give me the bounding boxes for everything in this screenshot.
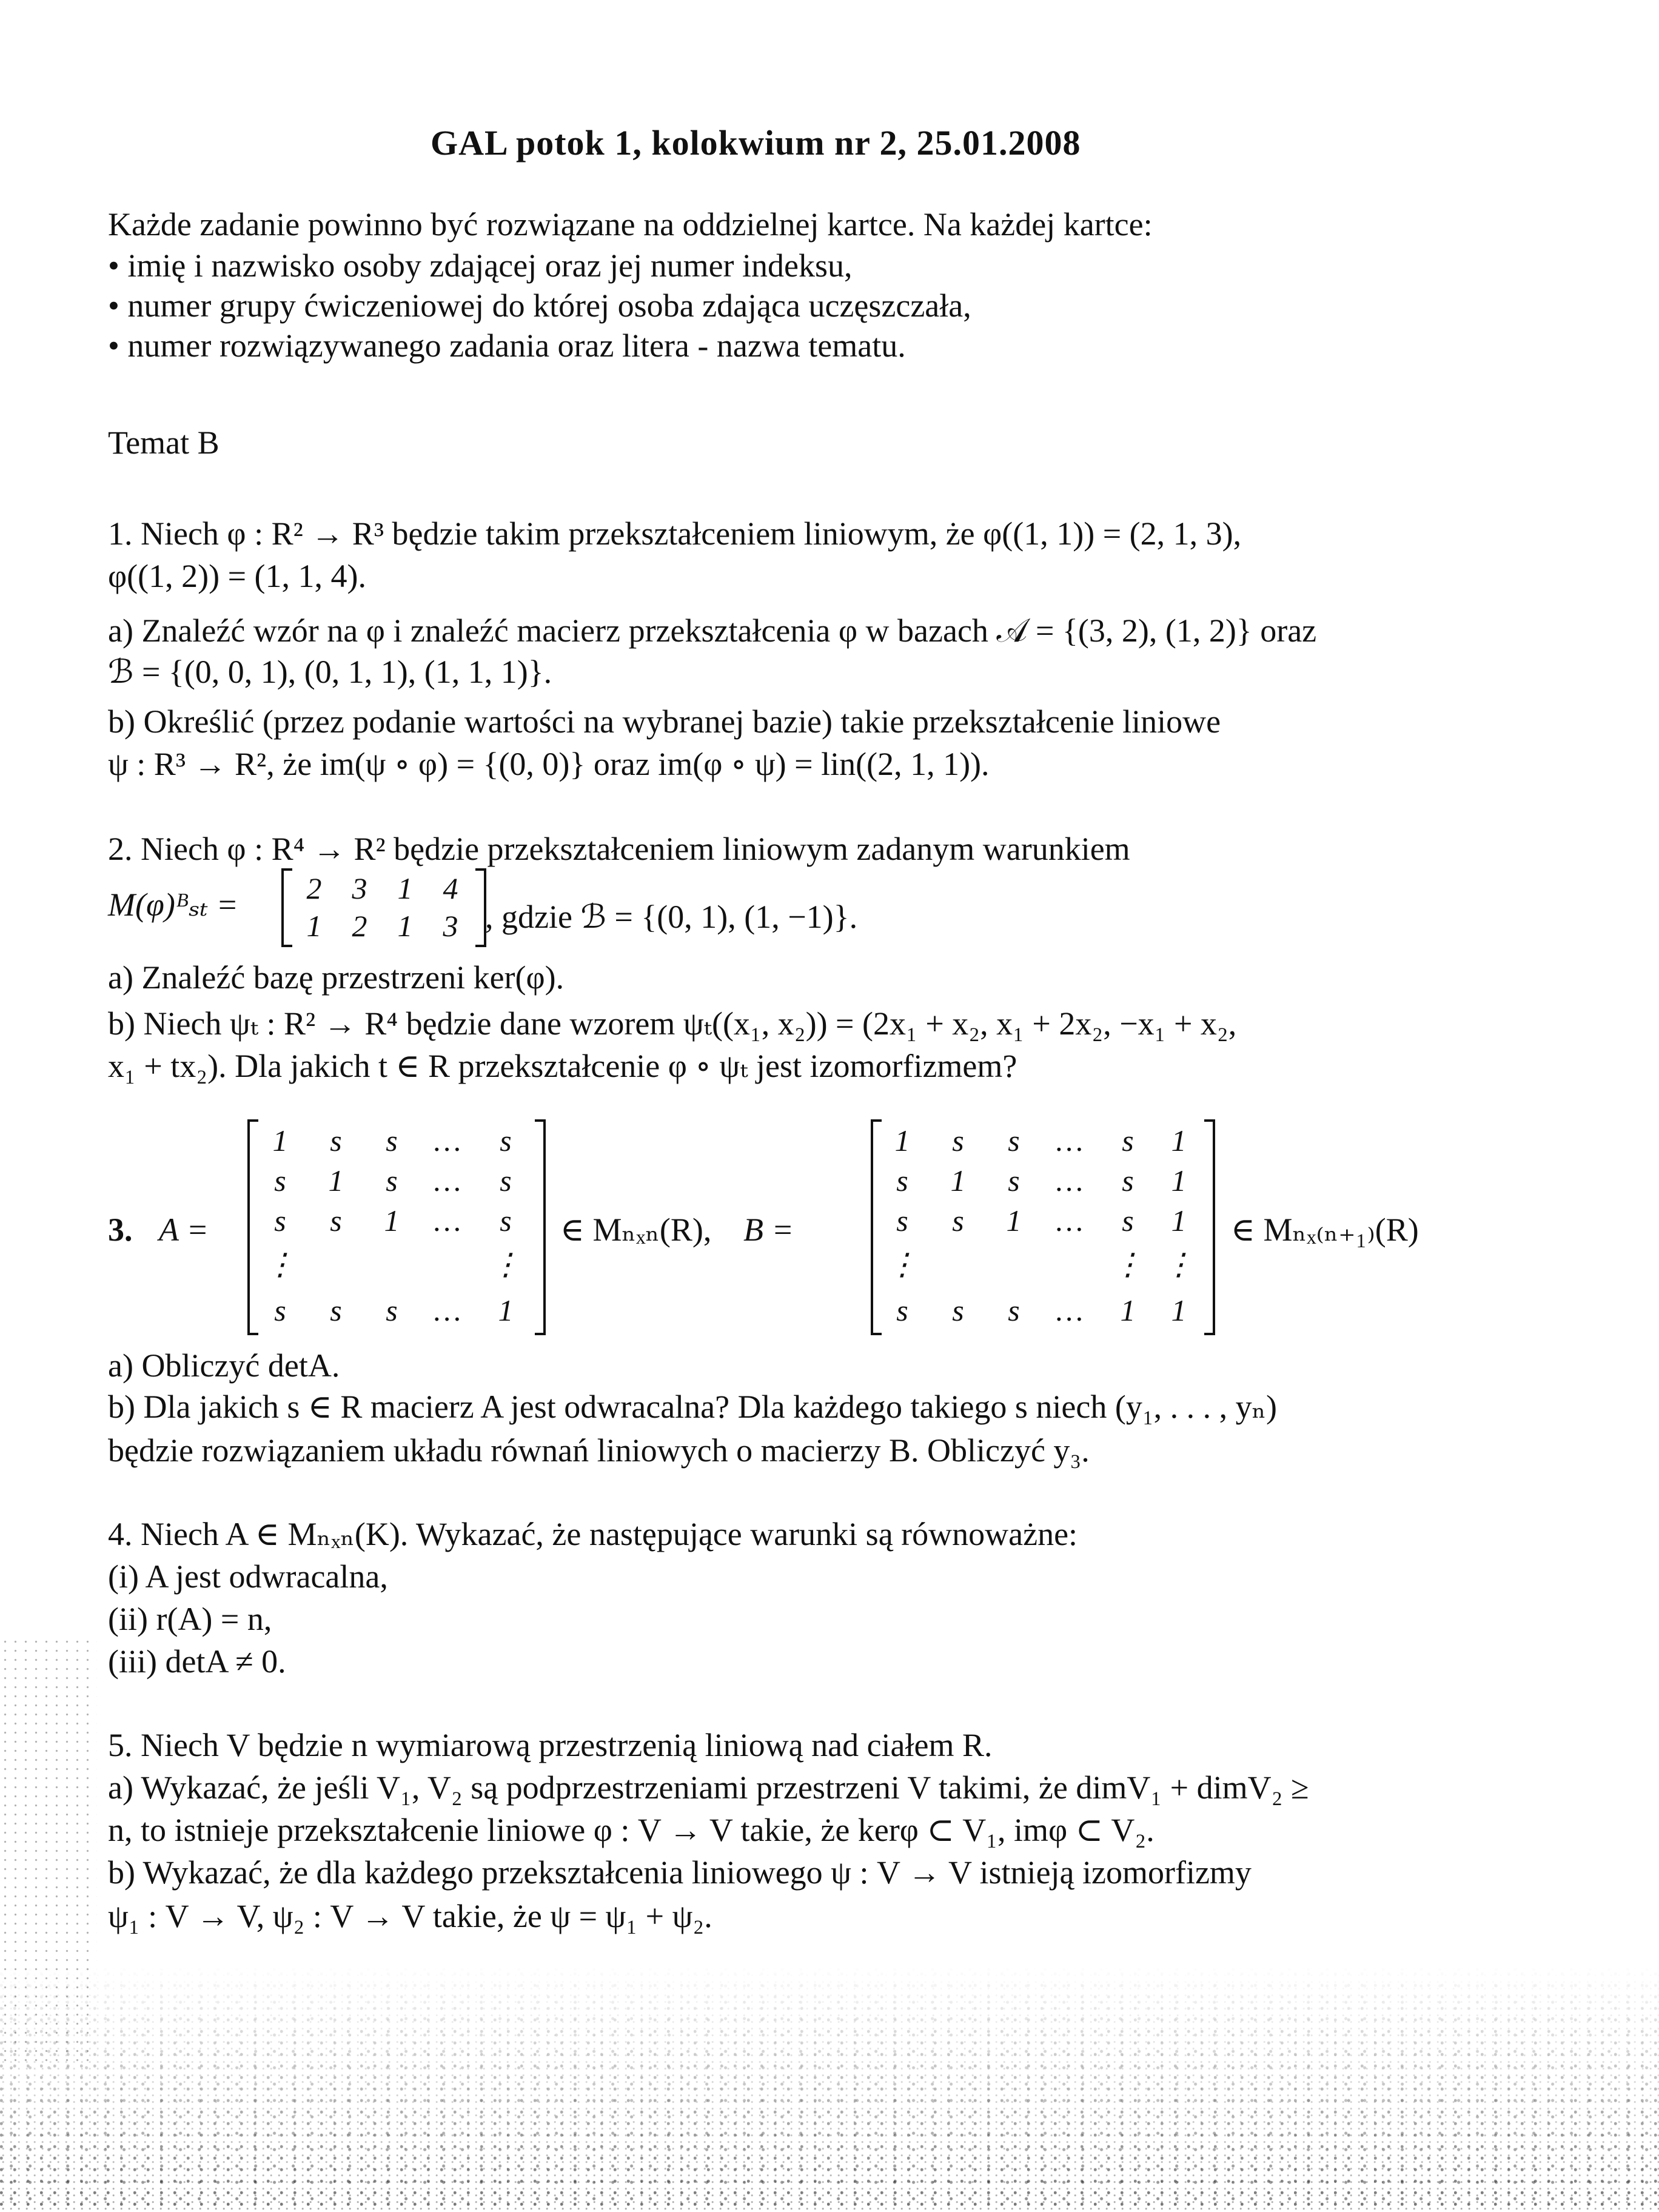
matrix-cell: 1 xyxy=(950,1164,966,1198)
matrix-row xyxy=(873,1203,1213,1239)
matrix-cell: 2 xyxy=(306,871,322,905)
problem-3-b-label: B = xyxy=(743,1212,794,1248)
problem-1-line-1: 1. Niech φ : R² → R³ będzie takim przekształceniem liniowym, że φ((1, 1)) = (2, 1, 3), xyxy=(108,515,1242,552)
matrix-cell: s xyxy=(1122,1164,1134,1198)
matrix-cell: 3 xyxy=(352,871,367,905)
matrix-cell: 1 xyxy=(272,1124,288,1158)
matrix-cell: s xyxy=(330,1293,342,1327)
problem-1-line-6: ψ : R³ → R², że im(ψ ∘ φ) = {(0, 0)} oraz im(φ ∘ ψ) = lin((2, 1, 1)). xyxy=(108,746,990,782)
topic-label: Temat B xyxy=(108,424,220,461)
instruction-bullet-3: • numer rozwiązywanego zadania oraz litera - nazwa tematu. xyxy=(108,327,906,364)
matrix-cell: … xyxy=(1056,1124,1084,1158)
problem-3-b-space: ∈ Mₙₓ₍ₙ₊₁₎(R) xyxy=(1231,1212,1419,1248)
matrix-cell: s xyxy=(1122,1204,1134,1238)
matrix-cell: 1 xyxy=(498,1293,514,1327)
matrix-cell: s xyxy=(1008,1293,1020,1327)
instructions-intro: Każde zadanie powinno być rozwiązane na oddzielnej kartce. Na każdej kartce: xyxy=(108,206,1153,243)
matrix-cell: 1 xyxy=(306,909,322,943)
matrix-cell: ⋮ xyxy=(491,1247,521,1281)
matrix-cell: s xyxy=(274,1204,286,1238)
matrix-cell: ⋮ xyxy=(1164,1247,1194,1281)
problem-3-number: 3. xyxy=(108,1212,133,1248)
problem-4-line-1: 4. Niech A ∈ Mₙₓₙ(K). Wykazać, że następujące warunki są równoważne: xyxy=(108,1516,1078,1552)
problem-4-line-2: (i) A jest odwracalna, xyxy=(108,1558,388,1595)
problem-2-matrix-lhs: M(φ)ᴮₛₜ = xyxy=(108,886,238,923)
matrix-cell: s xyxy=(274,1164,286,1198)
matrix-cell: s xyxy=(500,1204,512,1238)
matrix-cell: s xyxy=(500,1124,512,1158)
matrix-row xyxy=(250,1123,543,1159)
matrix-cell: s xyxy=(896,1204,908,1238)
problem-2-line-3: b) Niech ψₜ : R² → R⁴ będzie dane wzorem ψₜ((x₁, x₂)) = (2x₁ + x₂, x₁ + 2x₂, −x₁ + x₂, xyxy=(108,1005,1237,1042)
problem-1-line-4: ℬ = {(0, 0, 1), (0, 1, 1), (1, 1, 1)}. xyxy=(108,654,552,690)
matrix-cell: s xyxy=(952,1124,964,1158)
matrix-cell: s xyxy=(330,1124,342,1158)
matrix-cell: 1 xyxy=(1006,1204,1022,1238)
matrix-cell: s xyxy=(386,1164,398,1198)
matrix-row xyxy=(250,1293,543,1329)
matrix-cell: 1 xyxy=(1171,1293,1187,1327)
problem-3-matrix-b xyxy=(871,1119,1215,1335)
problem-3-line-c: będzie rozwiązaniem układu równań liniowych o macierzy B. Obliczyć y₃. xyxy=(108,1432,1090,1469)
matrix-cell: s xyxy=(274,1293,286,1327)
matrix-cell: … xyxy=(1056,1164,1084,1198)
problem-3-a-space: ∈ Mₙₓₙ(R), xyxy=(560,1212,712,1248)
matrix-cell: 1 xyxy=(1120,1293,1136,1327)
matrix-cell: 1 xyxy=(1171,1164,1187,1198)
matrix-cell: … xyxy=(434,1164,461,1198)
instruction-bullet-1: • imię i nazwisko osoby zdającej oraz jej numer indeksu, xyxy=(108,247,853,284)
problem-2-matrix-rhs: , gdzie ℬ = {(0, 1), (1, −1)}. xyxy=(485,899,858,935)
matrix-cell: s xyxy=(1008,1124,1020,1158)
problem-4-line-4: (iii) detA ≠ 0. xyxy=(108,1643,286,1680)
problem-2-line-1: 2. Niech φ : R⁴ → R² będzie przekształceniem liniowym zadanym warunkiem xyxy=(108,831,1130,867)
problem-3-a-label: A = xyxy=(159,1212,209,1248)
matrix-row xyxy=(873,1247,1213,1283)
problem-5-line-4: b) Wykazać, że dla każdego przekształcenia liniowego ψ : V → V istnieją izomorfizmy xyxy=(108,1854,1252,1891)
matrix-cell: 1 xyxy=(384,1204,400,1238)
scan-noise-bottom xyxy=(0,1965,1659,2212)
problem-5-line-5: ψ₁ : V → V, ψ₂ : V → V takie, że ψ = ψ₁ + ψ₂. xyxy=(108,1898,712,1934)
matrix-cell: ⋮ xyxy=(887,1247,917,1281)
matrix-cell: … xyxy=(434,1124,461,1158)
matrix-row xyxy=(873,1123,1213,1159)
problem-3-line-b: b) Dla jakich s ∈ R macierz A jest odwracalna? Dla każdego takiego s niech (y₁, . . . , yₙ) xyxy=(108,1389,1278,1425)
problem-5-line-2: a) Wykazać, że jeśli V₁, V₂ są podprzestrzeniami przestrzeni V takimi, że dimV₁ + dimV₂ ≥ xyxy=(108,1769,1309,1806)
instruction-bullet-2: • numer grupy ćwiczeniowej do której osoba zdająca uczęszczała, xyxy=(108,287,971,324)
matrix-row xyxy=(873,1163,1213,1199)
matrix-cell: 1 xyxy=(397,871,413,905)
scan-noise-left xyxy=(0,1637,97,2062)
matrix-row xyxy=(284,871,484,907)
matrix-row xyxy=(873,1293,1213,1329)
matrix-cell: 1 xyxy=(397,909,413,943)
matrix-row xyxy=(250,1203,543,1239)
problem-2-line-2: a) Znaleźć bazę przestrzeni ker(φ). xyxy=(108,959,565,996)
matrix-cell: s xyxy=(500,1164,512,1198)
problem-5-line-1: 5. Niech V będzie n wymiarową przestrzenią liniową nad ciałem R. xyxy=(108,1727,993,1763)
matrix-cell: … xyxy=(1056,1293,1084,1327)
matrix-cell: 2 xyxy=(352,909,367,943)
matrix-cell: ⋮ xyxy=(265,1247,295,1281)
matrix-row xyxy=(250,1163,543,1199)
matrix-cell: 1 xyxy=(1171,1204,1187,1238)
problem-3-line-a: a) Obliczyć detA. xyxy=(108,1347,340,1384)
problem-1-line-2: φ((1, 2)) = (1, 1, 4). xyxy=(108,558,367,594)
matrix-cell: s xyxy=(386,1293,398,1327)
matrix-cell: s xyxy=(952,1204,964,1238)
matrix-row xyxy=(284,908,484,945)
problem-2-line-4: x₁ + tx₂). Dla jakich t ∈ R przekształcenie φ ∘ ψₜ jest izomorfizmem? xyxy=(108,1048,1017,1084)
matrix-cell: 3 xyxy=(443,909,458,943)
matrix-cell: … xyxy=(434,1204,461,1238)
matrix-cell: ⋮ xyxy=(1113,1247,1143,1281)
exam-title: GAL potok 1, kolokwium nr 2, 25.01.2008 xyxy=(431,123,1081,163)
matrix-cell: 4 xyxy=(443,871,458,905)
matrix-cell: s xyxy=(896,1164,908,1198)
problem-4-line-3: (ii) r(A) = n, xyxy=(108,1601,272,1637)
matrix-cell: s xyxy=(1008,1164,1020,1198)
problem-1-line-3: a) Znaleźć wzór na φ i znaleźć macierz przekształcenia φ w bazach 𝒜 = {(3, 2), (1, 2)} oraz xyxy=(108,612,1317,649)
matrix-row xyxy=(250,1247,543,1283)
problem-2-matrix xyxy=(281,868,486,947)
matrix-cell: s xyxy=(1122,1124,1134,1158)
matrix-cell: … xyxy=(1056,1204,1084,1238)
problem-3-matrix-a xyxy=(247,1119,546,1335)
matrix-cell: 1 xyxy=(1171,1124,1187,1158)
matrix-cell: s xyxy=(896,1293,908,1327)
matrix-cell: 1 xyxy=(894,1124,910,1158)
matrix-cell: … xyxy=(434,1293,461,1327)
matrix-cell: s xyxy=(386,1124,398,1158)
matrix-cell: s xyxy=(952,1293,964,1327)
matrix-cell: s xyxy=(330,1204,342,1238)
problem-5-line-3: n, to istnieje przekształcenie liniowe φ : V → V takie, że kerφ ⊂ V₁, imφ ⊂ V₂. xyxy=(108,1812,1155,1848)
problem-1-line-5: b) Określić (przez podanie wartości na wybranej bazie) takie przekształcenie liniowe xyxy=(108,703,1221,740)
matrix-cell: 1 xyxy=(328,1164,344,1198)
